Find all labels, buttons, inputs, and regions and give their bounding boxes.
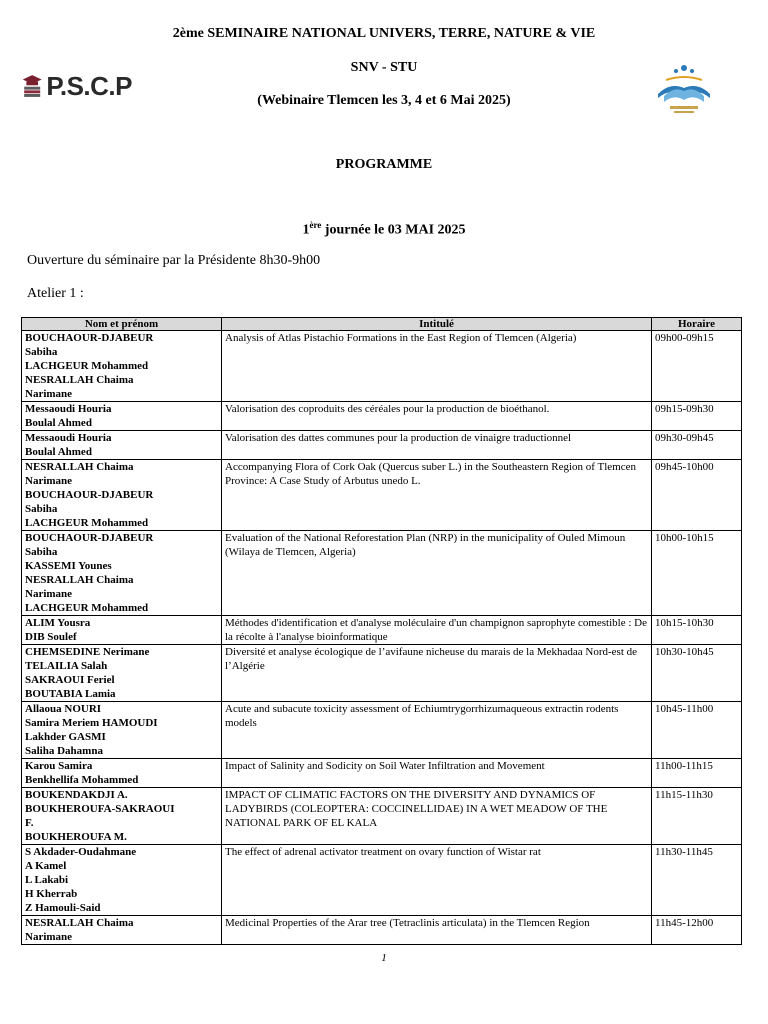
talk-title-cell: Méthodes d'identification et d'analyse moléculaire d'un champignon saprophyte comestible : De la récolte à l'analyse bioinformatique: [222, 616, 652, 645]
talk-title-cell: Analysis of Atlas Pistachio Formations in the East Region of Tlemcen (Algeria): [222, 331, 652, 402]
time-slot-cell: 11h45-12h00: [652, 916, 742, 945]
presenter-name: Narimane: [25, 588, 73, 600]
presenter-names-cell: [22, 460, 222, 531]
talk-title-cell: Acute and subacute toxicity assessment of Echiumtrygorrhizumaqueous extractin rodents models: [222, 702, 652, 759]
time-slot-cell: 11h15-11h30: [652, 788, 742, 845]
table-row: [22, 845, 742, 916]
time-slot-cell: 10h15-10h30: [652, 616, 742, 645]
presenter-name: Sabiha: [25, 546, 58, 558]
presenter-name: ALIM Yousra: [25, 617, 91, 629]
presenter-name: H Kherrab: [25, 888, 78, 900]
presenter-name: BOUKENDAKDJI A.: [25, 789, 128, 801]
time-slot-cell: 09h45-10h00: [652, 460, 742, 531]
table-row: [22, 788, 742, 845]
seminar-title: 2ème SEMINAIRE NATIONAL UNIVERS, TERRE, NATURE & VIE: [172, 26, 596, 41]
time-slot-cell: 09h15-09h30: [652, 402, 742, 431]
talk-title-cell: Valorisation des dattes communes pour la production de vinaigre traductionnel: [222, 431, 652, 460]
column-header-time: Horaire: [652, 318, 742, 331]
talk-title-cell: Diversité et analyse écologique de l’avifaune nicheuse du marais de la Mekhadaa Nord-est de l’Algérie: [222, 645, 652, 702]
talk-title-cell: The effect of adrenal activator treatment on ovary function of Wistar rat: [222, 845, 652, 916]
presenter-name: NESRALLAH Chaima: [25, 374, 134, 386]
table-row: [22, 402, 742, 431]
presenter-name: NESRALLAH Chaima: [25, 461, 134, 473]
presenter-name: Saliha Dahamna: [25, 745, 103, 757]
day-superscript: ère: [309, 220, 322, 230]
time-slot-cell: 10h00-10h15: [652, 531, 742, 616]
table-row: [22, 916, 742, 945]
presenter-name: Sabiha: [25, 503, 58, 515]
time-slot-cell: 10h30-10h45: [652, 645, 742, 702]
presenter-name: LACHGEUR Mohammed: [25, 602, 149, 614]
table-row: [22, 759, 742, 788]
opening-text: Ouverture du séminaire par la Présidente 8h30-9h00: [27, 253, 321, 268]
presenter-names-cell: [22, 331, 222, 402]
time-slot-cell: 11h30-11h45: [652, 845, 742, 916]
talk-title-cell: Valorisation des coproduits des céréales pour la production de bioéthanol.: [222, 402, 652, 431]
presenter-name: NESRALLAH Chaima: [25, 917, 134, 929]
presenter-name: BOUKHEROUFA-SAKRAOUI: [25, 803, 175, 815]
programme-heading: PROGRAMME: [335, 157, 433, 172]
talk-title-cell: Impact of Salinity and Sodicity on Soil Water Infiltration and Movement: [222, 759, 652, 788]
presenter-name: Samira Meriem HAMOUDI: [25, 717, 158, 729]
talk-title-cell: Accompanying Flora of Cork Oak (Quercus suber L.) in the Southeastern Region of Tlemcen Province: A Case Study of Arbutus unedo L.: [222, 460, 652, 531]
presenter-names-cell: [22, 845, 222, 916]
presenter-name: DIB Soulef: [25, 631, 77, 643]
presenter-name: LACHGEUR Mohammed: [25, 360, 149, 372]
presenter-name: S Akdader-Oudahmane: [25, 846, 137, 858]
presenter-name: Allaoua NOURI: [25, 703, 102, 715]
column-header-title: Intitulé: [222, 318, 652, 331]
presenter-name: Sabiha: [25, 346, 58, 358]
presenter-name: SAKRAOUI Feriel: [25, 674, 115, 686]
presenter-name: BOUCHAOUR-DJABEUR: [25, 489, 154, 501]
presenter-names-cell: [22, 531, 222, 616]
presenter-name: BOUCHAOUR-DJABEUR: [25, 332, 154, 344]
presenter-name: KASSEMI Younes: [25, 560, 112, 572]
presenter-names-cell: [22, 402, 222, 431]
presenter-name: Messaoudi Houria: [25, 432, 112, 444]
table-row: [22, 331, 742, 402]
presenter-name: NESRALLAH Chaima: [25, 574, 134, 586]
day-number: 1: [302, 222, 310, 238]
presenter-name: BOUTABIA Lamia: [25, 688, 116, 700]
presenter-name: BOUCHAOUR-DJABEUR: [25, 532, 154, 544]
webinar-dates: (Webinaire Tlemcen les 3, 4 et 6 Mai 2025): [257, 93, 511, 108]
table-row: [22, 531, 742, 616]
presenter-name: F.: [25, 817, 34, 829]
column-header-name: Nom et prénom: [22, 318, 222, 331]
presenter-name: TELAILIA Salah: [25, 660, 108, 672]
presenter-names-cell: [22, 788, 222, 845]
presenter-names-cell: [22, 916, 222, 945]
presenter-name: Narimane: [25, 475, 73, 487]
table-row: [22, 645, 742, 702]
seminar-subtitle: SNV - STU: [350, 60, 418, 75]
programme-table: [21, 317, 742, 945]
day-heading: [0, 220, 768, 239]
logo-text: P.S.C.P: [46, 70, 132, 101]
presenter-names-cell: [22, 616, 222, 645]
day-date: journée le 03 MAI 2025: [321, 222, 466, 238]
talk-title-cell: Evaluation of the National Reforestation Plan (NRP) in the municipality of Ouled Mimoun (Wilaya de Tlemcen, Algeria): [222, 531, 652, 616]
time-slot-cell: 09h00-09h15: [652, 331, 742, 402]
time-slot-cell: 11h00-11h15: [652, 759, 742, 788]
talk-title-cell: Medicinal Properties of the Arar tree (Tetraclinis articulata) in the Tlemcen Region: [222, 916, 652, 945]
presenter-name: Narimane: [25, 388, 73, 400]
time-slot-cell: 09h30-09h45: [652, 431, 742, 460]
presenter-name: Benkhellifa Mohammed: [25, 774, 139, 786]
atelier-label: Atelier 1 :: [27, 286, 84, 301]
table-row: [22, 702, 742, 759]
presenter-name: Boulal Ahmed: [25, 446, 92, 458]
presenter-name: CHEMSEDINE Nerimane: [25, 646, 150, 658]
presenter-name: Z Hamouli-Said: [25, 902, 101, 914]
presenter-name: BOUKHEROUFA M.: [25, 831, 127, 843]
presenter-name: L Lakabi: [25, 874, 69, 886]
table-header-row: [22, 318, 742, 331]
talk-title-cell: IMPACT OF CLIMATIC FACTORS ON THE DIVERSITY AND DYNAMICS OF LADYBIRDS (COLEOPTERA: COCCINELLIDAE) IN A WET MEADOW OF THE NATIONAL PARK OF EL KALA: [222, 788, 652, 845]
presenter-name: Boulal Ahmed: [25, 417, 92, 429]
presenter-name: Lakhder GASMI: [25, 731, 106, 743]
table-row: [22, 431, 742, 460]
presenter-names-cell: [22, 645, 222, 702]
presenter-name: A Kamel: [25, 860, 67, 872]
table-body: [22, 331, 742, 945]
presenter-name: Messaoudi Houria: [25, 403, 112, 415]
table-row: [22, 460, 742, 531]
presenter-name: Karou Samira: [25, 760, 93, 772]
table-row: [22, 616, 742, 645]
presenter-name: LACHGEUR Mohammed: [25, 517, 149, 529]
page-number: 1: [381, 952, 387, 964]
presenter-name: Narimane: [25, 931, 73, 943]
presenter-names-cell: [22, 431, 222, 460]
presenter-names-cell: [22, 759, 222, 788]
presenter-names-cell: [22, 702, 222, 759]
time-slot-cell: 10h45-11h00: [652, 702, 742, 759]
